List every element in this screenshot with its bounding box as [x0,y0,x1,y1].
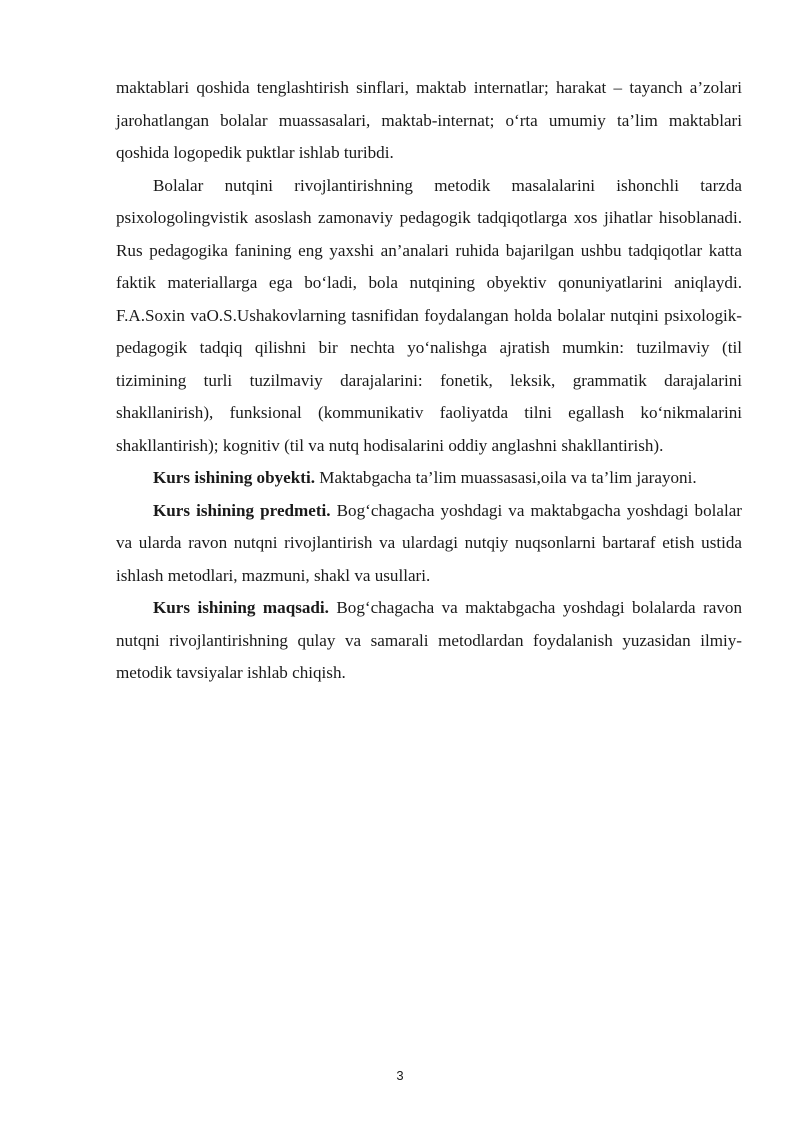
paragraph-lead-bold: Kurs ishining predmeti. [153,500,331,520]
paragraph-course-object [116,462,742,495]
paragraph-text: Bog‘chagacha yoshdagi va maktabgacha yoshdagi bolalar va ularda ravon nutqni rivojlantirish va ulardagi nutqiy nuqsonlarni bartaraf etish ustida ishlash metodlari, mazmuni, shakl va usullari. [116,500,742,585]
paragraph-text: maktablari qoshida tenglashtirish sinflari, maktab internatlar; harakat – tayanch a’zolari jarohatlangan bolalar muassasalari, maktab-internat; o‘rta umumiy ta’lim maktablari qoshida logopedik puktlar ishlab turibdi. [116,78,742,162]
paragraph-course-goal [116,592,742,690]
paragraph-text: Maktabgacha ta’lim muassasasi,oila va ta’lim jarayoni. [314,468,697,487]
paragraph-text: Bolalar nutqini rivojlantirishning metodik masalalarini ishonchli tarzda psixologolingvistik asoslash zamonaviy pedagogik tadqiqotlarga xos jihatlar hisoblanadi. Rus pedagogika fanining eng yaxshi an’analari ruhida bajarilgan ushbu tadqiqotlar katta faktik materiallarga ega bo‘ladi, bola nutqining obyektiv qonuniyatlarini aniqlaydi. F.A.Soxin vaO.S.Ushakovlarning tasnifidan foydalangan holda bolalar nutqini psixologik-pedagogik tadqiq qilishni bir nechta yo‘nalishga ajratish mumkin: tuzilmaviy (til tizimining turli tuzilmaviy darajalarini: fonetik, leksik, grammatik darajalarini shakllanirish), funksional (kommunikativ faoliyatda tilni egallash ko‘nikmalarini shakllantirish); kognitiv (til va nutq hodisalarini oddiy anglashni shakllantirish). [116,175,742,455]
page-number: 3 [396,1068,404,1083]
paragraph-continuation [116,72,742,170]
paragraph-lead-bold: Kurs ishining maqsadi. [153,598,329,617]
paragraph-text: Bog‘chagacha va maktabgacha yoshdagi bolalarda ravon nutqni rivojlantirishning qulay va samarali metodlardan foydalanish yuzasidan ilmiy-metodik tavsiyalar ishlab chiqish. [116,598,742,682]
paragraph-lead-bold: Kurs ishining obyekti. [153,468,315,487]
paragraph-methodology [116,170,742,463]
paragraph-course-subject [116,495,742,593]
document-body [116,72,742,690]
